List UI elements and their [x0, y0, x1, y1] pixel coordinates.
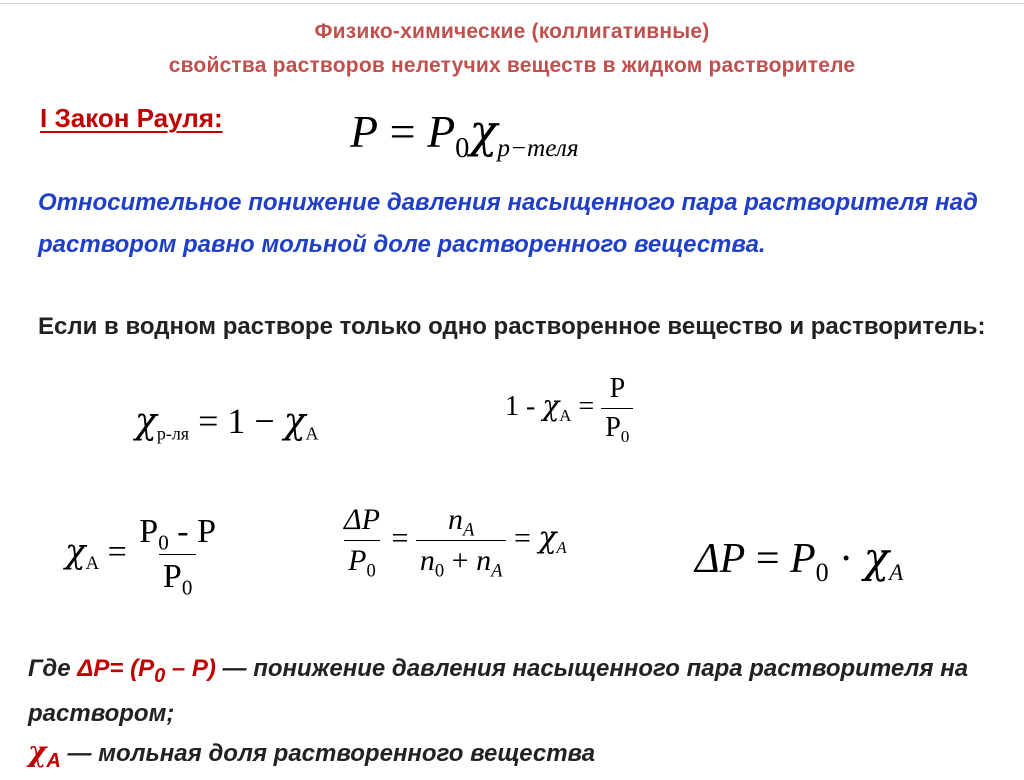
solvent-fraction-formula	[135, 401, 319, 444]
slide-title-line-2: свойства растворов нелетучих веществ в жидком растворителе	[168, 54, 856, 77]
pure-pressure-symbol: P	[790, 536, 816, 582]
equals-sign: =	[513, 521, 531, 555]
fraction	[340, 503, 384, 582]
mole-fraction-symbol: χ	[538, 520, 557, 556]
pressure-symbol: P	[350, 106, 379, 157]
equals-sign: =	[389, 106, 416, 157]
top-edge-line	[0, 3, 1024, 4]
subscript: р-ля	[156, 423, 190, 444]
relative-lowering-formula	[340, 503, 567, 582]
fraction	[416, 503, 507, 582]
mole-fraction-symbol: χ	[542, 388, 560, 422]
numerator: $P_0$ - P	[139, 513, 216, 555]
equals-sign: =	[198, 401, 219, 441]
subscript: A	[889, 559, 904, 586]
condition-text: Если в водном растворе только одно растворенное вещество и растворитель:	[38, 313, 986, 340]
number-one: 1	[227, 401, 246, 441]
equals-sign: =	[391, 521, 409, 555]
raoult-definition: Относительное понижение давления насыщенного пара растворителя над раствором равно мольной доле растворенного вещества.	[38, 189, 978, 258]
numerator: $n_A$	[447, 503, 475, 541]
slide-title-line-1: Физико-химические (коллигативные)	[314, 20, 710, 43]
symbol-legend	[28, 650, 1008, 780]
fraction	[135, 513, 220, 600]
subscript: 0	[455, 132, 470, 164]
subscript: A	[305, 423, 319, 444]
mole-fraction-formula	[65, 513, 220, 600]
equals-sign: =	[578, 390, 595, 422]
numerator: ΔP	[344, 503, 380, 536]
delta-p-description: — понижение давления насыщенного пара растворителя на раствором;	[28, 655, 969, 727]
raoult-formula	[350, 104, 579, 164]
subscript: A	[46, 749, 61, 772]
denominator: $P_0$	[159, 554, 196, 594]
fraction	[601, 373, 633, 447]
subscript: р−теля	[497, 133, 579, 162]
pure-pressure-symbol: P	[427, 106, 456, 157]
mole-fraction-symbol: χ	[469, 104, 498, 158]
law-heading: I Закон Рауля:	[40, 103, 223, 133]
mole-fraction-symbol: χ	[863, 533, 890, 582]
pressure-drop-formula	[695, 533, 904, 588]
denominator: $P_0$	[344, 540, 380, 576]
mole-fraction-symbol: χ	[28, 734, 47, 768]
dot-operator: ·	[839, 536, 854, 582]
subscript: A	[556, 538, 567, 558]
numerator: P	[609, 373, 626, 404]
subscript: A	[85, 552, 100, 574]
mole-fraction-symbol: χ	[135, 401, 157, 442]
mole-fraction-symbol: χ	[283, 401, 306, 442]
one-minus: 1 -	[505, 390, 543, 422]
denominator: $P_0$	[601, 408, 633, 442]
minus-sign: −	[254, 401, 275, 441]
equals-sign: =	[755, 536, 780, 582]
mole-fraction-symbol: χ	[65, 531, 86, 572]
subscript: A	[559, 405, 572, 425]
legend-prefix: Где	[28, 655, 78, 682]
delta-p-expression: $\Delta P= (P_0 - P)$	[77, 655, 216, 687]
equals-sign: =	[107, 533, 127, 571]
pressure-ratio-formula	[505, 373, 633, 447]
denominator: $n_0 + n_A$	[416, 540, 507, 576]
subscript: 0	[815, 558, 829, 588]
mole-fraction-description: — мольная доля растворенного вещества	[60, 739, 596, 767]
delta-pressure-symbol: ΔP	[695, 536, 746, 582]
